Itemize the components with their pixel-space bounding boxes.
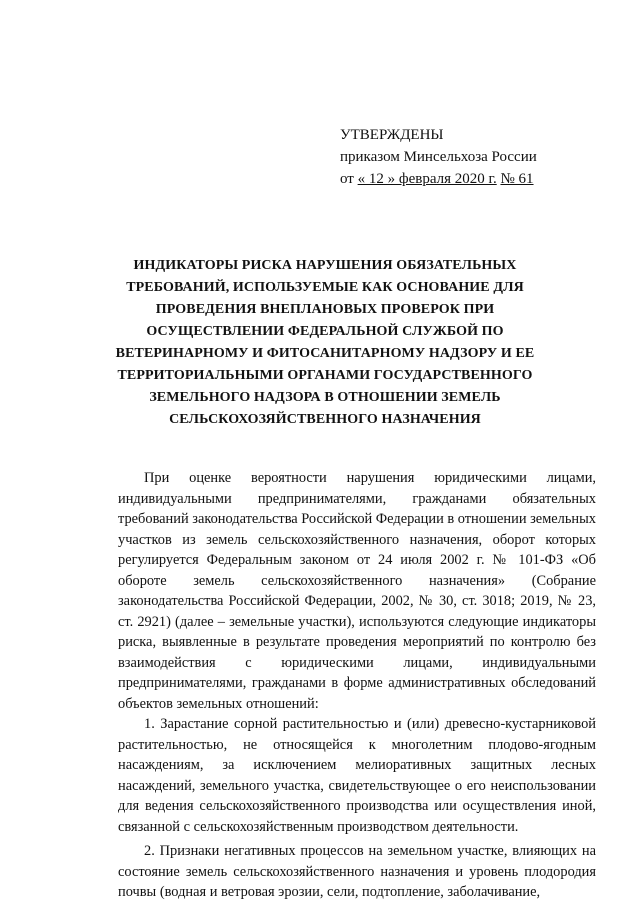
item-1-paragraph: 1. Зарастание сорной растительностью и (или) древесно-кустарниковой растительностью, не относящейся к многолетним плодово-ягодным насаждениям, за исключением мелиоративных защитных лесных насаждений, земельного участка, свидетельствующее о его неиспользовании для ведения сельскохозяйственного производства или осуществления иной, связанной с сельскохозяйственным производством деятельности. (118, 716, 596, 835)
document-body (118, 468, 596, 903)
item-2-paragraph: 2. Признаки негативных процессов на земельном участке, влияющих на состояние земель сельскохозяйственного назначения и уровень плодородия почвы (водная и ветровая эрозии, сели, подтопление, заболачивание, (118, 843, 596, 900)
document-title: ИНДИКАТОРЫ РИСКА НАРУШЕНИЯ ОБЯЗАТЕЛЬНЫХ ТРЕБОВАНИЙ, ИСПОЛЬЗУЕМЫЕ КАК ОСНОВАНИЕ ДЛЯ ПРОВЕДЕНИЯ ВНЕПЛАНОВЫХ ПРОВЕРОК ПРИ ОСУЩЕСТВЛЕНИИ ФЕДЕРАЛЬНОЙ СЛУЖБОЙ ПО ВЕТЕРИНАРНОМУ И ФИТОСАНИТАРНОМУ НАДЗОРУ И ЕЕ ТЕРРИТОРИАЛЬНЫМИ ОРГАНАМИ ГОСУДАРСТВЕННОГО ЗЕМЕЛЬНОГО НАДЗОРА В ОТНОШЕНИИ ЗЕМЕЛЬ СЕЛЬСКОХОЗЯЙСТВЕННОГО НАЗНАЧЕНИЯ (115, 258, 535, 427)
approval-date-prefix: от (340, 171, 358, 187)
intro-paragraph: При оценке вероятности нарушения юридическими лицами, индивидуальными предпринимателями, гражданами обязательных требований законодательства Российской Федерации в отношении земельных участков из земель сельскохозяйственного назначения, оборот которых регулируется Федеральным законом от 24 июля 2002 г. № 101-ФЗ «Об обороте земель сельскохозяйственного назначения» (Собрание законодательства Российской Федерации, 2002, № 30, ст. 3018; 2019, № 23, ст. 2921) (далее – земельные участки), используются следующие индикаторы риска, выявленные в результате проведения мероприятий по контролю без взаимодействия с юридическими лицами, индивидуальными предпринимателями, гражданами в форме административных обследований объектов земельных отношений: (118, 470, 596, 712)
approval-date-line (340, 168, 537, 190)
approval-date: « 12 » февраля 2020 г. (357, 171, 497, 187)
approval-number: № 61 (500, 171, 534, 187)
approval-block (340, 124, 537, 190)
approval-heading: УТВЕРЖДЕНЫ (340, 127, 444, 143)
approval-order-line: приказом Минсельхоза России (340, 149, 537, 165)
